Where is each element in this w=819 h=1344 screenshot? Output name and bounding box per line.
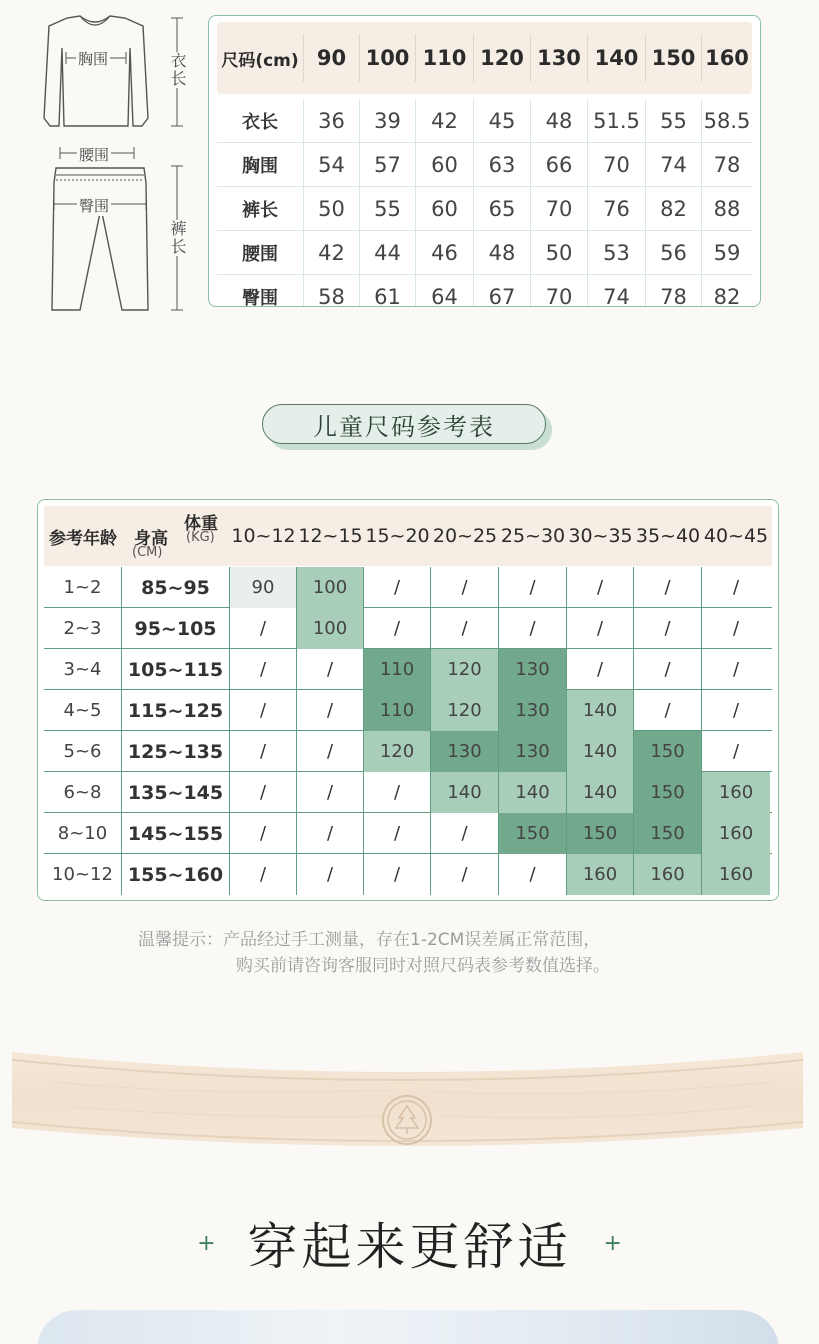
size-cell: 42: [416, 99, 474, 143]
size-table: [208, 15, 761, 307]
height-header: 身高: [134, 529, 168, 549]
size-cell: 63: [474, 143, 531, 187]
size-recommend-cell: /: [431, 608, 499, 649]
size-cell: 51.5: [588, 99, 646, 143]
size-recommend-cell: /: [567, 649, 634, 690]
kids-table-row: [44, 567, 772, 608]
size-table-header: [217, 22, 752, 94]
size-cell: 54: [304, 143, 360, 187]
size-cell: 58: [304, 275, 360, 307]
size-header-cell: 100: [360, 34, 416, 82]
size-recommend-cell: /: [230, 854, 297, 895]
size-header-cell: 140: [588, 34, 646, 82]
height-cell: 85~95: [122, 567, 230, 608]
size-recommend-cell: /: [732, 577, 740, 598]
weight-header-row: [230, 506, 770, 566]
kids-table-row: [44, 772, 772, 813]
size-recommend-cell: 160: [567, 854, 634, 895]
size-cell: 58.5: [703, 108, 751, 133]
size-recommend-cell: /: [431, 854, 499, 895]
size-header-cell: 120: [474, 34, 531, 82]
size-cell: 82: [646, 187, 702, 231]
size-recommend-cell: 140: [431, 772, 499, 813]
size-cell: 66: [531, 143, 588, 187]
kids-table-grid: [44, 567, 772, 895]
age-cell: 5~6: [44, 731, 122, 772]
size-cell: 39: [360, 99, 416, 143]
kids-table-header: [44, 506, 772, 566]
bottom-image: [37, 1310, 779, 1344]
size-recommend-cell: 150: [634, 731, 702, 772]
size-header-cell: 130: [531, 34, 588, 82]
size-recommend-cell: 150: [634, 813, 702, 854]
size-cell: 60: [416, 187, 474, 231]
section-title-pill: [262, 404, 552, 450]
size-recommend-cell: /: [499, 854, 567, 895]
height-cell: 115~125: [122, 690, 230, 731]
plus-icon: +: [603, 1230, 622, 1256]
size-cell: 82: [713, 285, 741, 307]
size-recommend-cell: /: [364, 813, 431, 854]
size-recommend-cell: 150: [499, 813, 567, 854]
kids-table-row: [44, 690, 772, 731]
kids-size-table: [37, 499, 779, 901]
age-cell: 10~12: [44, 854, 122, 895]
kids-table-row: [44, 649, 772, 690]
size-cell: 60: [416, 143, 474, 187]
slogan: [0, 1208, 819, 1278]
size-recommend-cell: /: [732, 700, 740, 721]
weight-range-header: 25~30: [500, 525, 566, 547]
size-cell: 76: [588, 187, 646, 231]
kids-table-row: [44, 731, 772, 772]
size-recommend-cell: 140: [567, 690, 634, 731]
tip-line-1: 温馨提示：产品经过手工测量，存在1-2CM误差属正常范围，: [138, 930, 601, 950]
size-recommend-cell: 160: [634, 854, 702, 895]
size-recommend-cell: /: [230, 690, 297, 731]
size-recommend-cell: /: [499, 608, 567, 649]
size-recommend-cell: /: [634, 690, 702, 731]
weight-range-header: 40~45: [703, 525, 769, 547]
height-cell: 95~105: [122, 608, 230, 649]
height-cell: 125~135: [122, 731, 230, 772]
size-recommend-cell: 110: [364, 649, 431, 690]
size-cell: 45: [474, 99, 531, 143]
size-recommend-cell: /: [634, 649, 702, 690]
size-recommend-cell: /: [732, 741, 740, 762]
size-header-cell: 110: [416, 34, 474, 82]
size-cell: 44: [360, 231, 416, 275]
size-recommend-cell: /: [364, 854, 431, 895]
size-recommend-cell: /: [431, 813, 499, 854]
size-recommend-cell: /: [364, 567, 431, 608]
size-cell: 59: [713, 240, 741, 265]
tree-logo-icon: [377, 1090, 437, 1150]
size-recommend-cell: 120: [431, 649, 499, 690]
size-row-label: 臀围: [217, 275, 304, 307]
section-title: 儿童尺码参考表: [262, 404, 546, 444]
size-recommend-cell: 150: [634, 772, 702, 813]
age-cell: 2~3: [44, 608, 122, 649]
size-cell: 70: [531, 275, 588, 307]
height-cell: 135~145: [122, 772, 230, 813]
size-cell: 50: [304, 187, 360, 231]
size-cell: 55: [646, 99, 702, 143]
size-cell: 53: [588, 231, 646, 275]
size-table-row: [217, 143, 752, 187]
size-recommend-cell: /: [297, 772, 364, 813]
size-recommend-cell: 100: [297, 567, 364, 608]
height-cell: 155~160: [122, 854, 230, 895]
size-cell: 42: [304, 231, 360, 275]
size-cell: 56: [646, 231, 702, 275]
size-cell: 48: [474, 231, 531, 275]
height-unit: (CM): [132, 545, 163, 560]
size-cell: 64: [416, 275, 474, 307]
size-recommend-cell: /: [230, 813, 297, 854]
size-cell: 48: [531, 99, 588, 143]
age-cell: 3~4: [44, 649, 122, 690]
weight-unit: (KG): [186, 530, 215, 545]
size-recommend-cell: /: [230, 731, 297, 772]
size-recommend-cell: 130: [499, 690, 567, 731]
size-table-row: [217, 187, 752, 231]
wood-banner: [12, 1052, 803, 1162]
size-table-row: [217, 99, 752, 143]
size-recommend-cell: 160: [702, 813, 770, 854]
weight-range-header: 30~35: [568, 525, 633, 547]
size-header-cell: 90: [304, 34, 360, 82]
size-cell: 50: [531, 231, 588, 275]
garment-diagram: [30, 8, 200, 318]
size-recommend-cell: /: [567, 567, 634, 608]
size-recommend-cell: /: [431, 567, 499, 608]
size-table-body: [217, 99, 752, 307]
size-recommend-cell: 140: [567, 772, 634, 813]
weight-range-header: 15~20: [365, 525, 430, 547]
weight-range-header: 20~25: [432, 525, 498, 547]
chest-label: 胸围: [78, 50, 109, 68]
size-recommend-cell: /: [230, 772, 297, 813]
weight-range-header: 35~40: [635, 525, 701, 547]
size-row-label: 衣长: [217, 99, 304, 143]
tip-line-2: 购买前请咨询客服同时对照尺码表参考数值选择。: [236, 956, 610, 976]
age-header: 参考年龄: [49, 528, 117, 549]
size-recommend-cell: 100: [297, 608, 364, 649]
height-cell: 145~155: [122, 813, 230, 854]
size-cell: 74: [588, 275, 646, 307]
kids-table-row: [44, 608, 772, 649]
plus-icon: +: [197, 1230, 216, 1256]
size-recommend-cell: 150: [567, 813, 634, 854]
weight-range-header: 12~15: [298, 525, 363, 547]
size-cell: 67: [474, 275, 531, 307]
size-recommend-cell: /: [364, 772, 431, 813]
age-cell: 4~5: [44, 690, 122, 731]
size-recommend-cell: 90: [230, 567, 297, 608]
size-recommend-cell: 130: [431, 731, 499, 772]
size-table-row: [217, 231, 752, 275]
size-cell: 88: [713, 196, 741, 221]
size-recommend-cell: 130: [499, 731, 567, 772]
size-recommend-cell: 110: [364, 690, 431, 731]
size-recommend-cell: /: [297, 649, 364, 690]
age-cell: 6~8: [44, 772, 122, 813]
height-cell: 105~115: [122, 649, 230, 690]
size-cell: 74: [646, 143, 702, 187]
size-cell: 36: [304, 99, 360, 143]
height-weight-header: [122, 506, 230, 566]
size-header-cell: 尺码(cm): [217, 34, 304, 82]
size-cell: 65: [474, 187, 531, 231]
size-recommend-cell: /: [230, 649, 297, 690]
size-cell: 57: [360, 143, 416, 187]
size-row-label: 腰围: [217, 231, 304, 275]
size-recommend-cell: /: [634, 608, 702, 649]
size-recommend-cell: /: [364, 608, 431, 649]
size-recommend-cell: /: [230, 608, 297, 649]
size-recommend-cell: 120: [431, 690, 499, 731]
size-row-label: 裤长: [217, 187, 304, 231]
size-recommend-cell: /: [499, 567, 567, 608]
size-recommend-cell: /: [297, 854, 364, 895]
size-recommend-cell: 130: [499, 649, 567, 690]
size-cell: 70: [588, 143, 646, 187]
size-recommend-cell: 160: [702, 854, 770, 895]
size-row-label: 胸围: [217, 143, 304, 187]
size-recommend-cell: 160: [702, 772, 770, 813]
size-header-cell: 150: [646, 34, 702, 82]
hip-label: 臀围: [79, 197, 110, 215]
size-cell: 46: [416, 231, 474, 275]
kids-table-row: [44, 813, 772, 854]
waist-label: 腰围: [79, 146, 110, 164]
age-cell: 8~10: [44, 813, 122, 854]
size-recommend-cell: /: [732, 659, 740, 680]
kids-table-row: [44, 854, 772, 895]
size-cell: 55: [360, 187, 416, 231]
weight-header: 体重: [184, 514, 218, 534]
tip-text: [138, 927, 610, 979]
size-cell: 61: [360, 275, 416, 307]
age-cell: 1~2: [44, 567, 122, 608]
shirt-length-label: 衣长: [168, 52, 187, 88]
weight-range-header: 10~12: [231, 525, 296, 547]
size-recommend-cell: /: [634, 567, 702, 608]
size-recommend-cell: /: [297, 813, 364, 854]
size-recommend-cell: /: [297, 731, 364, 772]
size-recommend-cell: /: [297, 690, 364, 731]
size-recommend-cell: /: [732, 618, 740, 639]
size-cell: 78: [713, 152, 741, 177]
size-recommend-cell: /: [567, 608, 634, 649]
size-recommend-cell: 140: [499, 772, 567, 813]
size-recommend-cell: 120: [364, 731, 431, 772]
size-cell: 70: [531, 187, 588, 231]
size-cell: 78: [646, 275, 702, 307]
size-header-cell: 160: [705, 46, 749, 70]
pants-length-label: 裤长: [168, 220, 187, 256]
slogan-text: 穿起来更舒适: [247, 1218, 572, 1276]
size-recommend-cell: 140: [567, 731, 634, 772]
size-table-row: [217, 275, 752, 307]
